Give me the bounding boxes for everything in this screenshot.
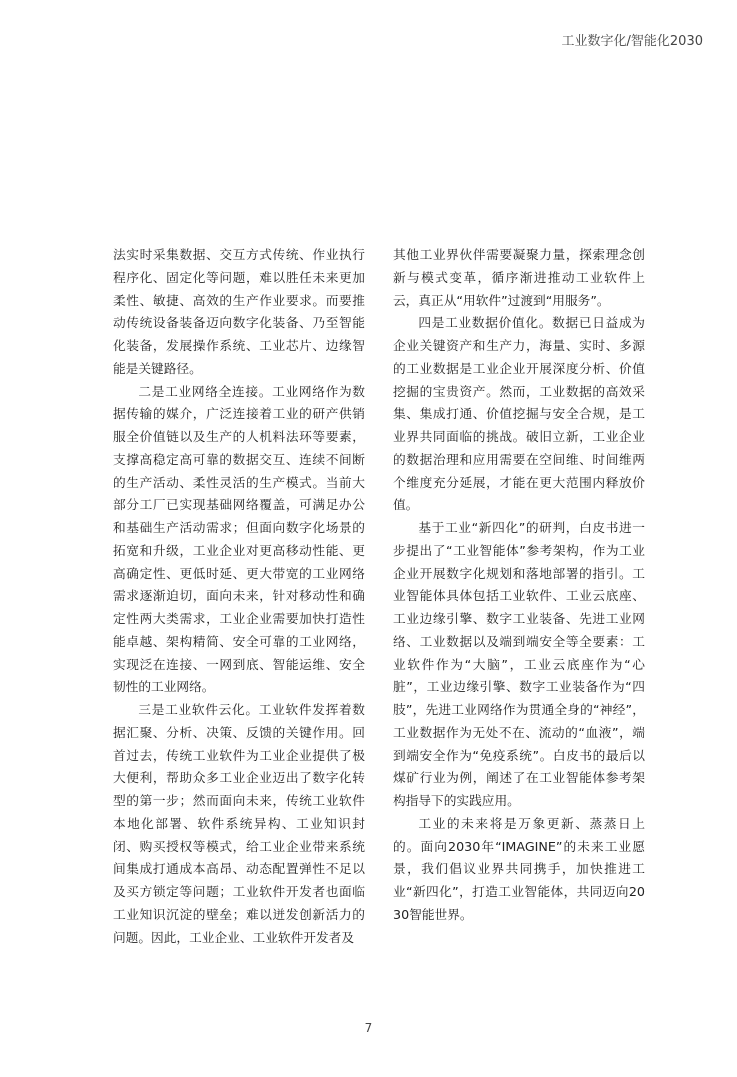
running-header: 工业数字化/智能化2030 (561, 34, 703, 49)
paragraph-industrial-intelligent-twin: 基于工业“新四化”的研判，白皮书进一步提出了“工业智能体”参考架构，作为工业企业开展数字化规划和落地部署的指引。工业智能体具体包括工业软件、工业云底座、工业边缘引擎、数字工业装备、先进工业网络、工业数据以及端到端安全等全要素：工业软件作为“大脑”，工业云底座作为“心脏”，工业边缘引擎、数字工业装备作为“四肢”，先进工业网络作为贯通全身的“神经”，工业数据作为无处不在、流动的“血液”，端到端安全作为“免疫系统”。白皮书的最后以煤矿行业为例，阐述了在工业智能体参考架构指导下的实践应用。 (393, 520, 645, 808)
paragraph-industrial-data-value: 四是工业数据价值化。数据已日益成为企业关键资产和生产力，海量、实时、多源的工业数据是工业企业开展深度分析、价值挖掘的宝贵资产。然而，工业数据的高效采集、集成打通、价值挖掘与安全合规，是工业界共同面临的挑战。破旧立新，工业企业的数据治理和应用需要在空间维、时间维两个维度充分延展，才能在更大范围内释放价值。 (393, 315, 645, 513)
right-column (393, 244, 645, 927)
paragraph-continued-edge-devices: 法实时采集数据、交互方式传统、作业执行程序化、固定化等问题，难以胜任未来更加柔性、敏捷、高效的生产作业要求。而要推动传统设备装备迈向数字化装备、乃至智能化装备，发展操作系统、工业芯片、边缘智能是关键路径。 (113, 247, 365, 376)
left-column (113, 244, 365, 949)
paragraph-industrial-software-cloud: 三是工业软件云化。工业软件发挥着数据汇聚、分析、决策、反馈的关键作用。回首过去，传统工业软件为工业企业提供了极大便利，帮助众多工业企业迈出了数字化转型的第一步；然而面向未来，传统工业软件本地化部署、软件系统异构、工业知识封闭、购买授权等模式，给工业企业带来系统间集成打通成本高昂、动态配置弹性不足以及买方锁定等问题；工业软件开发者也面临工业知识沉淀的壁垒；难以迸发创新活力的问题。因此，工业企业、工业软件开发者及 (113, 702, 365, 945)
page-number: 7 (364, 1021, 373, 1035)
paragraph-future-vision: 工业的未来将是万象更新、蒸蒸日上的。面向2030年“IMAGINE”的未来工业愿景，我们倡议业界共同携手，加快推进工业“新四化”，打造工业智能体，共同迈向2030智能世界。 (393, 815, 645, 922)
paragraph-industrial-network: 二是工业网络全连接。工业网络作为数据传输的媒介，广泛连接着工业的研产供销服全价值链以及生产的人机料法环等要素，支撑高稳定高可靠的数据交互、连续不间断的生产活动、柔性灵活的生产模式。当前大部分工厂已实现基础网络覆盖，可满足办公和基础生产活动需求；但面向数字化场景的拓宽和升级，工业企业对更高移动性能、更高确定性、更低时延、更大带宽的工业网络需求逐渐迫切，面向未来，针对移动性和确定性两大类需求，工业企业需要加快打造性能卓越、架构精简、安全可靠的工业网络，实现泛在连接、一网到底、智能运维、安全韧性的工业网络。 (113, 383, 365, 695)
paragraph-continued-software-cloud: 其他工业界伙伴需要凝聚力量，探索理念创新与模式变革，循序渐进推动工业软件上云，真正从“用软件”过渡到“用服务”。 (393, 247, 645, 308)
